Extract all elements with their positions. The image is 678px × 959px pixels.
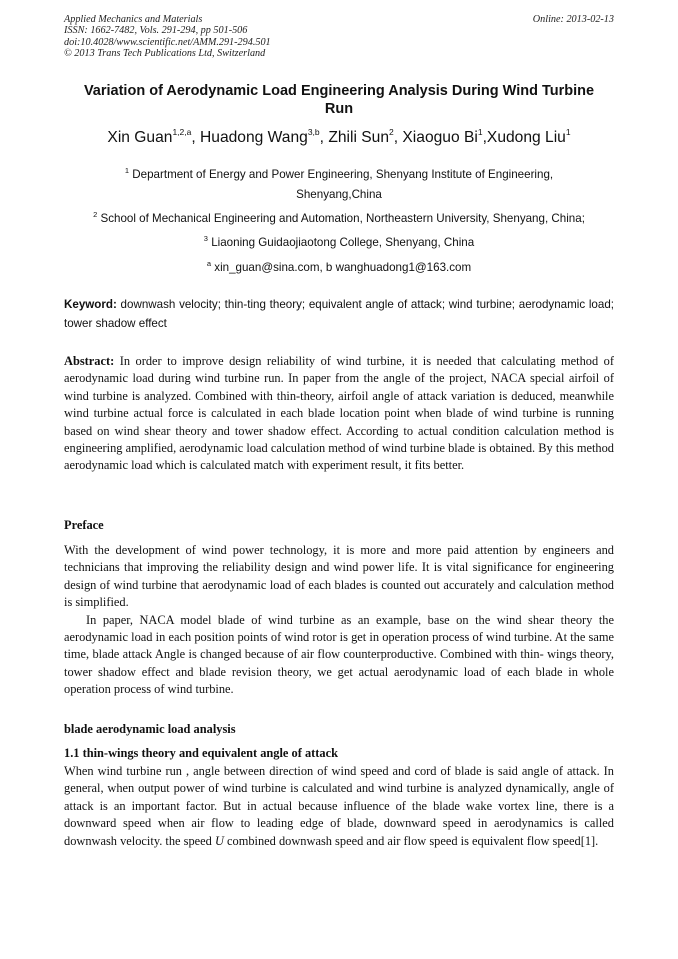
affiliation-1-line1: Department of Energy and Power Engineering, Shenyang Institute of Engineering, bbox=[132, 168, 554, 181]
journal-header bbox=[64, 14, 614, 59]
author-sep: , bbox=[482, 129, 487, 146]
affiliation-3-sup: 3 bbox=[203, 234, 208, 243]
affiliation-3 bbox=[40, 233, 638, 253]
online-date: Online: 2013-02-13 bbox=[532, 14, 614, 25]
author-name: Xin Guan bbox=[107, 129, 173, 146]
affiliation-2 bbox=[40, 209, 638, 229]
affiliation-1-sup: 1 bbox=[124, 166, 130, 175]
keywords-label: Keyword: bbox=[64, 298, 117, 311]
keywords bbox=[64, 296, 614, 333]
abstract-text: In order to improve design reliability of wind turbine, it is needed that calculating method of aerodynamic load during wind turbine run. In paper from the angle of the project, NACA special airfoil of wind turbine is analyzed. Combined with thin-theory, airfoil angle of attack variation is deduced, meanwhile wind turbine actual force is calculated in each blade location point when blade of wind turbine is running based on wind shear theory and tower shadow effect. According to actual condition calculation method is engineering amplified, aerodynamic load calculation method of wind turbine blade is obtained. By this method aerodynamic load which is calculated match with experiment result, it fits better. bbox=[64, 354, 614, 473]
author-sep: , bbox=[319, 129, 329, 146]
email-text: xin_guan@sina.com, b wanghuadong1@163.com bbox=[214, 261, 472, 274]
subsection-heading: 1.1 thin-wings theory and equivalent angle of attack bbox=[64, 746, 338, 760]
doi-line: doi:10.4028/www.scientific.net/AMM.291-294.501 bbox=[64, 36, 271, 48]
section-text-2: combined downwash speed and air flow speed is equivalent flow speed[1]. bbox=[223, 833, 599, 848]
section-text-1: When wind turbine run , angle between direction of wind speed and cord of blade is said angle of attack. In general, when output power of wind turbine is calculated and wind turbine is analyzed dynamically, angle of attack is an important factor. But in actual because influence of the blade wake vortex line, there is a downward speed when air flow to leading edge of blade, downward speed in aerodynamics is called downwash velocity. the speed bbox=[64, 764, 614, 848]
author-list bbox=[40, 128, 638, 148]
issn-line: ISSN: 1662-7482, Vols. 291-294, pp 501-506 bbox=[64, 25, 248, 37]
abstract-label: Abstract: bbox=[64, 354, 115, 368]
preface-body bbox=[64, 542, 614, 699]
author-name: Xiaoguo Bi bbox=[402, 129, 478, 146]
paper-title: Variation of Aerodynamic Load Engineering Analysis During Wind Turbine Run bbox=[83, 83, 595, 117]
section-heading: blade aerodynamic load analysis bbox=[64, 722, 236, 736]
author-sup: 3,b bbox=[307, 127, 320, 137]
keywords-text: downwash velocity; thin-ting theory; equivalent angle of attack; wind turbine; aerodynamic load; tower shadow effect bbox=[64, 298, 614, 330]
author-sup: 1,2,a bbox=[172, 127, 192, 137]
journal-name: Applied Mechanics and Materials bbox=[64, 14, 203, 25]
affiliation-2-sup: 2 bbox=[93, 210, 98, 219]
email-sup: a bbox=[206, 259, 212, 268]
author-sup: 2 bbox=[389, 127, 394, 137]
preface-paragraph-1: With the development of wind power technology, it is more and more paid attention by engineers and technicians that improving the reliability design and wind power life. It is vital significance for engineering design of wind turbine that aerodynamic load of each blades is counted out accurately and calculation method is simplified. bbox=[64, 543, 614, 610]
section-paragraph bbox=[64, 763, 614, 850]
affiliation-1-line2: Shenyang,China bbox=[296, 188, 382, 201]
author-name: Huadong Wang bbox=[200, 129, 308, 146]
copyright-line: © 2013 Trans Tech Publications Ltd, Switzerland bbox=[64, 47, 266, 59]
author-sep: , bbox=[191, 129, 201, 146]
author-name: Xudong Liu bbox=[486, 129, 566, 146]
author-sep: , bbox=[393, 129, 403, 146]
affiliation-2-text: School of Mechanical Engineering and Automation, Northeastern University, Shenyang, China; bbox=[100, 212, 585, 225]
author-sup: 1 bbox=[477, 127, 483, 137]
affiliation-1 bbox=[40, 165, 638, 205]
preface-heading: Preface bbox=[64, 518, 104, 532]
author-sup: 1 bbox=[565, 127, 571, 137]
velocity-variable: U bbox=[214, 833, 224, 848]
email-line bbox=[40, 258, 638, 278]
abstract bbox=[64, 353, 614, 475]
preface-paragraph-2: In paper, NACA model blade of wind turbine as an example, base on the wind shear theory the aerodynamic load in each position points of wind rotor is get in operation process of wind turbine. At the same time, blade attack Angle is changed because of air flow counterproductive. Combined with thin- wings theory, tower shadow effect and blade revision theory, we get actual aerodynamic load of each blade in whole operation process of wind turbine. bbox=[64, 612, 614, 697]
author-name: Zhili Sun bbox=[328, 129, 389, 146]
affiliation-3-text: Liaoning Guidaojiaotong College, Shenyang, China bbox=[211, 236, 475, 249]
